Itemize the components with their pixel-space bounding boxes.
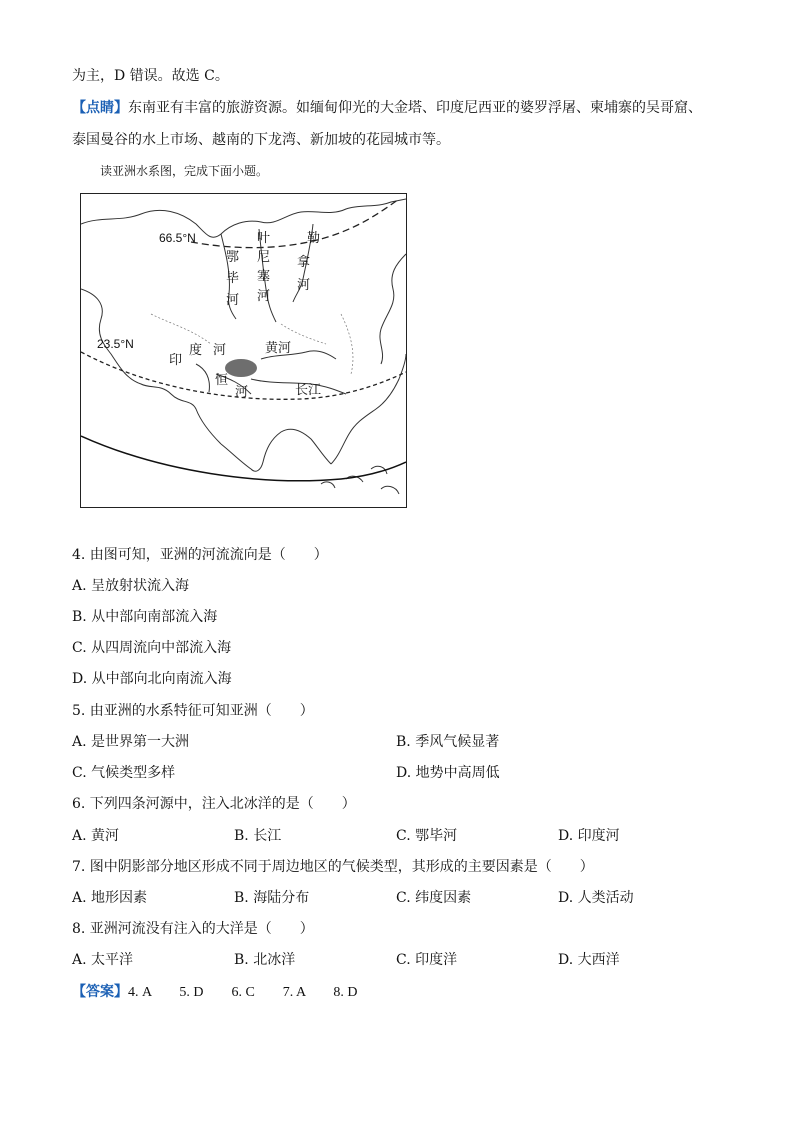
tip-line [72,98,702,118]
q5-option-a[interactable]: A. 是世界第一大洲 [72,734,190,750]
answer-line [72,982,357,1003]
pacific-coastline [380,254,406,364]
arctic-coastline [81,199,406,237]
yenisei-label-1: 叶 [257,231,271,246]
question-6-stem: 6. 下列四条河源中，注入北冰洋的是（ ） [72,796,356,812]
lat-23-label: 23.5°N [97,337,134,351]
q8-option-a[interactable]: A. 太平洋 [72,952,134,968]
lat-66-label: 66.5°N [159,231,196,245]
indus-label-2: 度 [189,343,203,358]
q7-option-a[interactable]: A. 地形因素 [72,890,148,906]
ob-label-3: 河 [226,293,240,308]
q4-option-c[interactable]: C. 从四周流向中部流入海 [72,640,232,656]
asia-river-map [80,193,407,508]
tip-text: 东南亚有丰富的旅游资源。如缅甸仰光的大金塔、印度尼西亚的婆罗浮屠、柬埔寨的吴哥窟、 [128,100,702,116]
question-7-stem: 7. 图中阴影部分地区形成不同于周边地区的气候类型，其形成的主要因素是（ ） [72,859,594,875]
question-8-stem: 8. 亚洲河流没有注入的大洋是（ ） [72,921,314,937]
q5-option-c[interactable]: C. 气候类型多样 [72,765,176,781]
q7-option-b[interactable]: B. 海陆分布 [234,890,310,906]
q8-option-d[interactable]: D. 大西洋 [558,952,620,968]
q6-option-b[interactable]: B. 长江 [234,828,282,844]
indus-label-3: 河 [213,343,227,358]
q6-option-a[interactable]: A. 黄河 [72,828,120,844]
yenisei-label-2: 尼 [257,250,271,265]
lena-label-2: 拿 [297,255,311,270]
ganges-label-2: 河 [235,385,249,400]
ob-label-1: 鄂 [226,250,240,265]
intro-line: 为主，D 错误。故选 C。 [72,68,229,84]
question-4-stem: 4. 由图可知，亚洲的河流流向是（ ） [72,547,328,563]
answer-bracket: 【答案】 [72,984,128,1000]
shaded-region [225,359,257,377]
lena-label-1: 勒 [307,231,321,246]
yellow-river-label: 黄河 [265,341,292,356]
q6-option-d[interactable]: D. 印度河 [558,828,620,844]
yangtze-label: 长江 [295,383,322,398]
indus-label-1: 印 [169,353,183,368]
yenisei-label-4: 河 [257,289,271,304]
q5-option-b[interactable]: B. 季风气候显著 [396,734,500,750]
q5-option-d[interactable]: D. 地势中高周低 [396,765,500,781]
q7-option-c[interactable]: C. 纬度因素 [396,890,472,906]
equator-arc [81,436,406,481]
yenisei-label-3: 塞 [257,269,271,284]
question-5-stem: 5. 由亚洲的水系特征可知亚洲（ ） [72,703,314,719]
answer-text: 4. A 5. D 6. C 7. A 8. D [128,985,358,1000]
tip-bracket: 【点睛】 [72,100,128,116]
q8-option-c[interactable]: C. 印度洋 [396,952,458,968]
map-instruction: 读亚洲水系图，完成下面小题。 [100,164,269,178]
lena-label-3: 河 [297,278,311,293]
q6-option-c[interactable]: C. 鄂毕河 [396,828,458,844]
tip-line-2: 泰国曼谷的水上市场、越南的下龙湾、新加坡的花园城市等。 [72,132,450,148]
q4-option-b[interactable]: B. 从中部向南部流入海 [72,609,218,625]
southeast-coastline [331,354,406,464]
q4-option-d[interactable]: D. 从中部向北向南流入海 [72,671,232,687]
q4-option-a[interactable]: A. 呈放射状流入海 [72,578,190,594]
india-coastline [221,429,331,471]
q8-option-b[interactable]: B. 北冰洋 [234,952,296,968]
ganges-label-1: 恒 [215,373,229,388]
ob-label-2: 毕 [226,271,240,286]
q7-option-d[interactable]: D. 人类活动 [558,890,634,906]
